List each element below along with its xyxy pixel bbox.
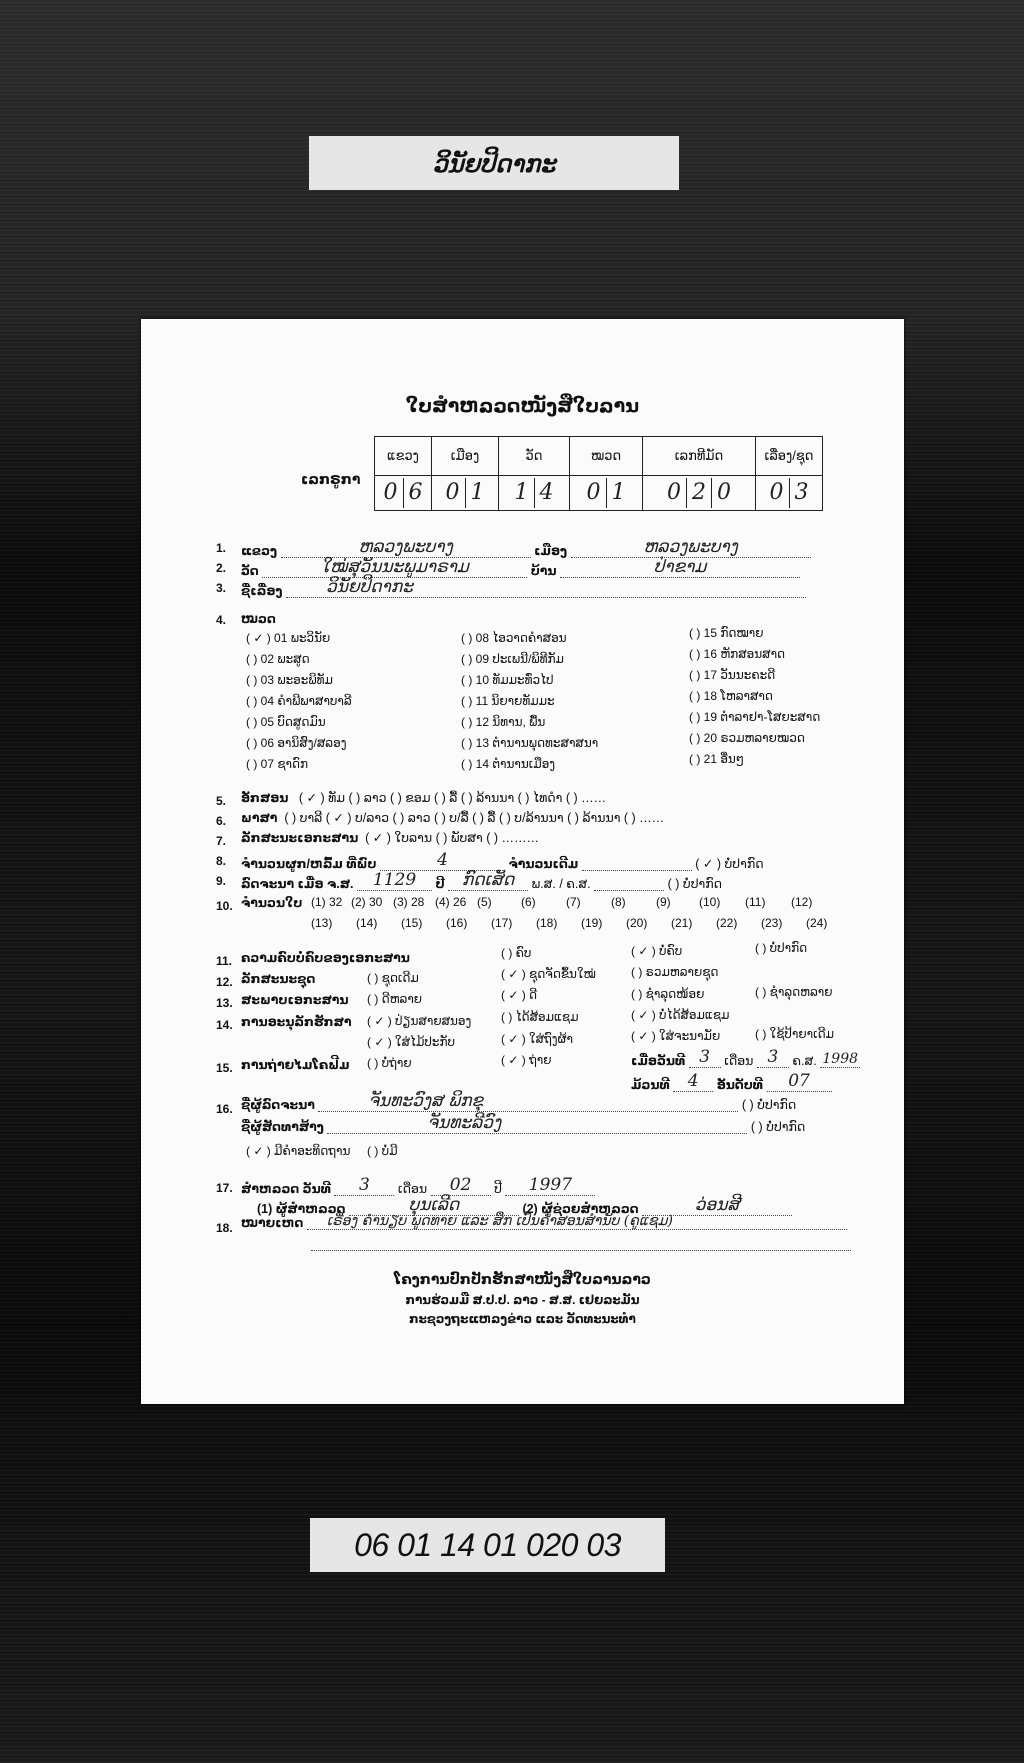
code-col-label: ວັດ [499, 437, 570, 476]
microfilm-option: ( ) ບໍ່ຖ່າຍ [367, 1056, 412, 1070]
microfilm-option: ( ✓ ) ຖ່າຍ [501, 1053, 552, 1067]
microfilm-roll [631, 1071, 832, 1092]
preservation-option: ( ) ໄດ້ສ້ອມແຊມ [501, 1010, 579, 1024]
be-ad-line [594, 890, 664, 891]
code-digit: 4 [534, 478, 559, 508]
field-label: ລັກສະນະເອກະສານ [241, 831, 359, 845]
field-temple [241, 557, 800, 578]
leaf-count-item: (20) [626, 916, 648, 930]
code-cell [375, 476, 432, 511]
category-option: ( ) 16 ຫັກສອນສາດ [689, 647, 786, 661]
category-option: ( ) 03 ພະອະພິທັມ [246, 673, 333, 687]
code-col-label: ເມືອງ [432, 437, 499, 476]
field-label: ເມື່ອວັນທີ [631, 1054, 686, 1068]
helper-value: ວ່ອນສີ [694, 1195, 740, 1215]
category-option: ( ) 21 ອື່ນໆ [689, 752, 744, 766]
field-number: 7. [216, 834, 227, 848]
code-table [374, 436, 823, 511]
code-cell [643, 476, 756, 511]
field-number: 4. [216, 613, 227, 627]
leaf-count-item: (22) [716, 916, 738, 930]
field-label: ຊື່ເລື່ອງ [241, 584, 283, 598]
field-province [241, 537, 811, 558]
province-value: ຫລວງພະບາງ [358, 537, 453, 557]
index-line [767, 1071, 832, 1092]
leaf-count-item: (19) [581, 916, 603, 930]
field-category-label [241, 611, 276, 626]
code-digit: 1 [514, 480, 529, 505]
footer-ministry: ກະຊວງຖະແຫລງຂ່າວ ແລະ ວັດທະນະທຳ [409, 1312, 636, 1326]
leaf-count-item: (15) [401, 916, 423, 930]
category-option: ( ) 15 ກົດໝາຍ [689, 626, 764, 640]
field-number: 14. [216, 1018, 233, 1032]
field-bundle-count [241, 850, 764, 871]
field-label: ປີ [435, 877, 445, 891]
sponsor-value: ຈັນທະລີວົງ [427, 1113, 502, 1133]
category-option: ( ) 05 ບົດສູດມົນ [246, 715, 326, 729]
condition-option: ( ) ຊຳລຸດໜ້ອຍ [631, 987, 705, 1001]
code-header-row [375, 437, 823, 476]
field-completeness [241, 950, 410, 965]
preservation-option: ( ✓ ) ໃສ່ໄມ້ປະກັບ [367, 1035, 456, 1049]
story-title-value: ວິນັຍປິດາກະ [326, 577, 413, 597]
surveyor-value: ບຸນເລີດ [408, 1195, 460, 1215]
field-label: ຈຳນວນໃບ [241, 896, 303, 910]
field-label: ເມືອງ [534, 544, 568, 558]
leaf-count-item: (13) [311, 916, 333, 930]
field-label: ລັກສະນະຊຸດ [241, 972, 316, 986]
field-number: 2. [216, 561, 227, 575]
temple-value: ໃໝ່ສຸວັນນະພູມາຣາມ [320, 557, 469, 577]
field-survey-date [241, 1175, 595, 1196]
field-number: 8. [216, 854, 227, 868]
category-option: ( ) 04 ຄຳພີພາສາບາລີ [246, 694, 352, 708]
field-label: ໝາຍເຫດ [241, 1216, 304, 1230]
code-cell [499, 476, 570, 511]
district-value: ຫລວງພະບາງ [643, 537, 738, 557]
leaf-count-item: (4) 26 [435, 895, 467, 909]
bundle-count-value: 4 [437, 850, 448, 870]
field-label: ຊື່ຜູ້ສັດທາສ້າງ [241, 1120, 324, 1134]
field-document-type [241, 830, 539, 845]
leaf-count-item: (8) [611, 895, 626, 909]
field-label: ການຖ່າຍໄມໂຄຟີມ [241, 1058, 350, 1072]
field-condition [241, 992, 349, 1007]
field-number: 17. [216, 1181, 233, 1195]
code-digit: 1 [606, 478, 631, 508]
footer-project: ໂຄງການປົກປັກຮັກສາໜັງສືໃບລານລາວ [394, 1271, 651, 1287]
category-option: ( ) 06 ອານິສົງ/ສລອງ [246, 736, 347, 750]
village-value: ປ່າຂາມ [653, 557, 707, 577]
leaf-count-item: (24) [806, 916, 828, 930]
field-number: 18. [216, 1221, 233, 1235]
document-type-options: ( ✓ ) ໃບລານ ( ) ພັບສາ ( ) ……… [365, 831, 540, 845]
remarks-line [307, 1213, 847, 1230]
field-label: ປີ [494, 1182, 502, 1196]
code-digit: 2 [686, 478, 711, 508]
language-options: ( ) ບາລີ ( ✓ ) ບ/ລາວ ( ) ລາວ ( ) ບ/ລື້ ( ) ລື້ ( ) ບ/ລ້ານນາ ( ) ລ້ານນາ ( ) …… [284, 811, 665, 825]
code-digit: 0 [383, 480, 398, 505]
field-number: 6. [216, 814, 227, 828]
code-digit: 0 [667, 480, 681, 505]
code-digit: 0 [711, 478, 736, 508]
field-number: 10. [216, 899, 233, 913]
field-label: ສຳຫລວດ ວັນທີ [241, 1182, 331, 1196]
category-option: ( ) 20 ຣວມຫລາຍໝວດ [689, 731, 805, 745]
field-script [241, 790, 606, 805]
field-label: ບ້ານ [530, 564, 557, 578]
sponsor-line [327, 1113, 747, 1134]
field-label: ຄ.ສ. [792, 1054, 817, 1068]
preservation-option: ( ✓ ) ປ່ຽນສາຍສນອງ [367, 1014, 472, 1028]
survey-day: 3 [359, 1175, 370, 1195]
colophon-option: ( ) ບໍ່ມີ [367, 1144, 398, 1158]
microfilm-month: 3 [767, 1047, 779, 1067]
scribe-value: ຈັນທະວົງສ ພິກຂຸ [368, 1091, 484, 1111]
leaf-count-item: (6) [521, 895, 536, 909]
code-cell [432, 476, 499, 511]
scribe-option: ( ) ບໍ່ປາກົດ [741, 1098, 797, 1112]
province-value-line [281, 537, 531, 558]
field-label: ພາສາ [241, 811, 278, 825]
field-label: ລົດຈະນາ ເມື່ອ ຈ.ສ. [241, 877, 354, 891]
field-number: 1. [216, 541, 227, 555]
set-type-option: ( ) ຣວມຫລາຍຊຸດ [631, 965, 719, 979]
field-label: ເດືອນ [724, 1054, 754, 1068]
category-option: ( ) 14 ຕຳນານເມືອງ [461, 757, 556, 771]
category-option: ( ) 19 ຕຳລາຢາ-ໂສຍະສາດ [689, 710, 821, 724]
set-type-option: ( ) ຊຸດເດີມ [367, 971, 419, 985]
leaf-count-item: (12) [791, 895, 813, 909]
field-number: 13. [216, 996, 233, 1010]
leaf-count-item: (9) [656, 895, 671, 909]
microfilm-year-line [820, 1051, 860, 1068]
field-label: ເດືອນ [397, 1182, 428, 1196]
preservation-option: ( ✓ ) ບໍ່ໄດ້ສ້ອມແຊມ [631, 1008, 730, 1022]
field-number: 11. [216, 954, 233, 968]
script-options: ( ✓ ) ທັມ ( ) ລາວ ( ) ຂອມ ( ) ລື້ ( ) ລ້ານນາ ( ) ໄທດຳ ( ) …… [298, 791, 607, 805]
condition-option: ( ) ຊຳລຸດຫລາຍ [755, 985, 833, 999]
year-name-value: ກົດເສັດ [461, 870, 515, 890]
code-digit: 0 [445, 480, 460, 505]
leaf-count-item: (18) [536, 916, 558, 930]
field-number: 3. [216, 581, 227, 595]
category-option: ( ) 09 ປະເພນີ/ພິທີກັມ [461, 652, 564, 666]
field-number: 12. [216, 975, 233, 989]
sponsor-option: ( ) ບໍ່ປາກົດ [750, 1120, 806, 1134]
bundle-option: ( ✓ ) ບໍ່ປາກົດ [695, 857, 764, 871]
leaf-count-item: (11) [745, 895, 766, 909]
field-label: (2) ຜູ້ຊ່ວຍສຳຫລວດ [522, 1202, 639, 1216]
field-label: ໝວດ [241, 612, 276, 626]
field-leaf-count [241, 895, 302, 910]
roll-line [673, 1071, 713, 1092]
field-language [241, 810, 664, 825]
category-option: ( ) 17 ວັນນະຄະດີ [689, 668, 776, 682]
code-digit: 6 [403, 478, 428, 508]
cs-year-line [357, 870, 432, 891]
footer-cooperation: ການຮ່ວມມື ສ.ປ.ປ. ລາວ - ສ.ສ. ເຢຍລະມັນ [405, 1293, 640, 1307]
microfilm-year: 1998 [822, 1051, 859, 1067]
survey-day-line [334, 1175, 394, 1196]
code-cell [756, 476, 823, 511]
field-sponsor [241, 1113, 805, 1134]
category-option: ( ✓ ) 01 ພະວິນັຍ [246, 631, 331, 645]
field-microfilm [241, 1057, 350, 1072]
field-label: ວັດ [241, 564, 259, 578]
category-option: ( ) 07 ຊາດົກ [246, 757, 309, 771]
category-option: ( ) 13 ຕຳນານພຸດທະສາສນາ [461, 736, 599, 750]
microfilm-month-line [757, 1047, 789, 1068]
code-col-label: ໝວດ [570, 437, 643, 476]
leaf-count-item: (5) [477, 895, 492, 909]
code-value-row [375, 476, 823, 511]
category-option: ( ) 18 ໂຫລາສາດ [689, 689, 773, 703]
survey-month-line [431, 1175, 491, 1196]
field-story-title [241, 577, 806, 598]
survey-month: 02 [449, 1175, 472, 1195]
code-col-label: ເລື່ອງ/ຊຸດ [756, 437, 823, 476]
microfilm-day: 3 [699, 1047, 711, 1067]
condition-option: ( ) ດີຫລາຍ [367, 992, 423, 1006]
bundle-count-line [380, 850, 505, 871]
field-preservation [241, 1014, 352, 1029]
set-type-option: ( ✓ ) ຊຸດຈັດຂຶ້ນໃໝ່ [501, 967, 596, 981]
field-set-type [241, 971, 315, 986]
leaf-count-item: (10) [699, 895, 721, 909]
scribe-line [318, 1091, 738, 1112]
field-label: ຈຳນວນເດີມ [508, 857, 579, 871]
cs-year-value: 1129 [372, 870, 417, 890]
reel-code-strip [310, 1518, 665, 1572]
code-cell [570, 476, 643, 511]
survey-year: 1997 [528, 1175, 573, 1195]
category-option: ( ) 12 ນິທານ, ພື້ນ [461, 715, 546, 729]
remarks-extra-line [311, 1249, 851, 1251]
reel-code: 06 01 14 01 020 03 [354, 1526, 621, 1563]
field-label: ມ້ວນທີ [631, 1078, 670, 1092]
category-option: ( ) 02 ພະສູດ [246, 652, 310, 666]
field-label: ອັກສອນ [241, 791, 289, 805]
leaf-count-item: (1) 32 [311, 895, 343, 909]
category-option: ( ) 11 ນິຍາຍທັມມະ [461, 694, 555, 708]
field-remarks [241, 1213, 847, 1230]
leaf-count-item: (7) [566, 895, 581, 909]
field-label: ການອະນຸລັກຮັກສາ [241, 1015, 352, 1029]
field-label: ຊື່ຜູ້ລົດຈະນາ [241, 1098, 315, 1112]
leaf-count-item: (23) [761, 916, 783, 930]
field-number: 9. [216, 874, 227, 888]
field-number: 16. [216, 1102, 233, 1116]
section-label-strip [309, 136, 679, 190]
temple-value-line [262, 557, 527, 578]
microfilm-date [631, 1047, 860, 1068]
index-value: 07 [788, 1071, 810, 1091]
leaf-count-item: (14) [356, 916, 378, 930]
condition-option: ( ✓ ) ດີ [501, 988, 538, 1002]
completeness-option: ( ) ຄົບ [501, 946, 532, 960]
leaf-count-item: (3) 28 [393, 895, 425, 909]
district-value-line [571, 537, 811, 558]
preservation-option: ( ) ໃຊ້ປ້າຍາເດີມ [755, 1027, 835, 1041]
village-value-line [560, 557, 800, 578]
code-digit: 0 [769, 480, 784, 505]
field-label: ແຂວງ [241, 544, 278, 558]
leaf-count-item: (2) 30 [351, 895, 383, 909]
survey-form [141, 319, 904, 1404]
preservation-option: ( ✓ ) ໃສ່ຖົງຜ້າ [501, 1032, 573, 1046]
remarks-line-2 [311, 1237, 851, 1251]
field-number: 5. [216, 794, 227, 808]
field-label: ສະພາບເອກະສານ [241, 993, 349, 1007]
survey-year-line [505, 1175, 595, 1196]
field-label: ຈຳນວນຜູກ/ຫລົ້ມ ທີ່ພົບ [241, 857, 377, 871]
code-digit: 3 [789, 478, 814, 508]
field-label: ອັນດັບທີ [716, 1078, 764, 1092]
category-option: ( ) 08 ໄອວາດຄຳສອນ [461, 631, 567, 645]
roll-value: 4 [687, 1071, 699, 1091]
be-ad-label: ພ.ສ. / ຄ.ສ. [531, 877, 591, 891]
section-label: ວິນັຍປິດາກະ [432, 148, 556, 178]
year-name-line [448, 870, 528, 891]
microfilm-day-line [689, 1047, 721, 1068]
code-digit: 1 [465, 478, 490, 508]
leaf-count-item: (21) [671, 916, 693, 930]
completeness-option: ( ✓ ) ບໍ່ຄົບ [631, 944, 683, 958]
remarks-value: ເຣື່ອງ ຄຳນຽບ ພູດທາຍ ແລະ ສຶກ ເປັນຄຳສອນສຳນັບ (ຄູແຊມ) [326, 1213, 673, 1229]
field-number: 15. [216, 1061, 233, 1075]
field-scribe [241, 1091, 796, 1112]
leaf-count-item: (16) [446, 916, 468, 930]
code-label: ເລກຣູກາ [301, 471, 361, 487]
code-col-label: ເລກທີມັດ [643, 437, 756, 476]
colophon-option: ( ✓ ) ມີຄຳອະທິດຖານ [246, 1144, 351, 1158]
completeness-option: ( ) ບໍ່ປາກົດ [755, 941, 808, 955]
preservation-option: ( ✓ ) ໃສ່ຈະນາມັຍ [631, 1029, 721, 1043]
category-option: ( ) 10 ທັມມະທົ່ວໄປ [461, 673, 554, 687]
form-title: ໃບສຳຫລວດໜັງສືໃບລານ [405, 396, 640, 417]
story-title-line [286, 577, 806, 598]
code-digit: 0 [586, 480, 601, 505]
code-col-label: ແຂວງ [375, 437, 432, 476]
field-label: (1) ຜູ້ສຳຫລວດ [257, 1202, 346, 1216]
inscribed-option: ( ) ບໍ່ປາກົດ [667, 877, 722, 891]
field-inscribed-date [241, 870, 722, 891]
field-label: ຄວາມຄົບບໍ່ຄົບຂອງເອກະສານ [241, 951, 410, 965]
leaf-count-item: (17) [491, 916, 513, 930]
